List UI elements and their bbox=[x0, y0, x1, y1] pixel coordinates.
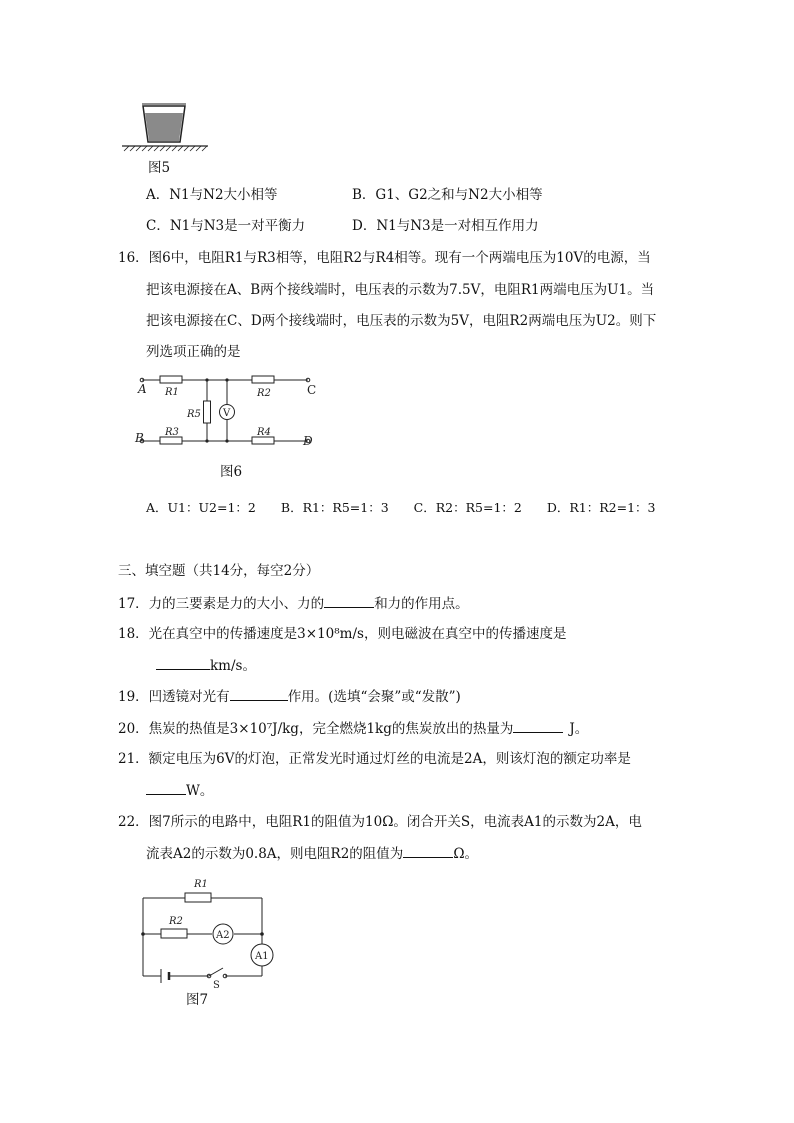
resistor-r3 bbox=[160, 437, 182, 444]
q15-option-d: D．N1与N3是一对相互作用力 bbox=[352, 218, 539, 234]
q20-answer-blank[interactable] bbox=[513, 718, 563, 733]
q19-text-before: 19．凹透镜对光有 bbox=[118, 689, 230, 705]
figure-7-caption: 图7 bbox=[186, 992, 209, 1008]
q18-line-2 bbox=[156, 655, 256, 676]
terminal-d-label: D bbox=[303, 434, 313, 448]
figure-6-caption: 图6 bbox=[220, 464, 243, 480]
q21-text-after: W。 bbox=[186, 783, 214, 799]
cup-icon bbox=[142, 104, 186, 142]
q22-text-after: Ω。 bbox=[453, 846, 479, 862]
r1-label: R1 bbox=[194, 879, 208, 890]
q22-answer-blank[interactable] bbox=[403, 843, 453, 858]
resistor-r1 bbox=[185, 893, 211, 902]
resistor-r2 bbox=[161, 929, 187, 938]
q22-line-1: 22．图7所示的电路中，电阻R1的阻值为10Ω。闭合开关S，电流表A1的示数为2A，电 bbox=[118, 814, 642, 830]
figure-5-drawing bbox=[118, 96, 218, 156]
figure-5-caption: 图5 bbox=[148, 160, 171, 176]
r5-label: R5 bbox=[187, 409, 201, 420]
ammeter-a2-label: A2 bbox=[216, 930, 230, 941]
resistor-r5 bbox=[204, 401, 211, 423]
q15-option-b: B．G1、G2之和与N2大小相等 bbox=[352, 187, 543, 203]
q20-text-before: 20．焦炭的热值是3×10⁷J/kg，完全燃烧1kg的焦炭放出的热量为 bbox=[118, 721, 514, 737]
q22-line-2 bbox=[146, 843, 478, 864]
q20 bbox=[118, 718, 588, 739]
q17-answer-blank[interactable] bbox=[324, 593, 374, 608]
voltmeter-label: V bbox=[223, 408, 231, 419]
resistor-r1 bbox=[160, 376, 182, 383]
q15-option-a: A．N1与N2大小相等 bbox=[146, 187, 278, 203]
q21-line-2 bbox=[146, 780, 213, 801]
q21-answer-blank[interactable] bbox=[146, 780, 186, 795]
q16-line-1: 16．图6中，电阻R1与R3相等，电阻R2与R4相等。现有一个两端电压为10V的电源，当 bbox=[118, 250, 651, 266]
battery-icon bbox=[161, 969, 169, 983]
q17-text-after: 和力的作用点。 bbox=[374, 596, 469, 612]
ammeter-a1-label: A1 bbox=[255, 951, 269, 962]
q16-options: A．U1：U2=1：2 B．R1：R5=1：3 C．R2：R5=1：2 D．R1：R2=1：3 bbox=[146, 500, 656, 515]
resistor-r2 bbox=[252, 376, 274, 383]
q18-answer-blank[interactable] bbox=[156, 655, 210, 670]
q18-line-1: 18．光在真空中的传播速度是3×10⁸m/s，则电磁波在真空中的传播速度是 bbox=[118, 626, 567, 642]
switch-label: S bbox=[213, 980, 220, 990]
terminal-c-label: C bbox=[307, 383, 317, 397]
terminal-a-label: A bbox=[138, 382, 147, 396]
q18-text-after: km/s。 bbox=[210, 658, 256, 674]
resistor-r4 bbox=[252, 437, 274, 444]
ground-surface bbox=[122, 146, 208, 151]
r2-label: R2 bbox=[257, 388, 271, 399]
q16-line-2: 把该电源接在A、B两个接线端时，电压表的示数为7.5V，电阻R1两端电压为U1。当 bbox=[146, 282, 655, 298]
r4-label: R4 bbox=[257, 427, 271, 438]
r3-label: R3 bbox=[165, 427, 179, 438]
q17 bbox=[118, 593, 469, 614]
figure-7-circuit bbox=[135, 872, 280, 990]
q16-line-3: 把该电源接在C、D两个接线端时，电压表的示数为5V，电阻R2两端电压为U2。则下 bbox=[146, 313, 657, 329]
figure-6-circuit bbox=[130, 368, 330, 458]
q21-line-1: 21．额定电压为6V的灯泡，正常发光时通过灯丝的电流是2A，则该灯泡的额定功率是 bbox=[118, 751, 631, 767]
section-3-title: 三、填空题（共14分，每空2分） bbox=[118, 563, 320, 579]
q19-text-after: 作用。(选填“会聚”或“发散”) bbox=[287, 689, 461, 705]
q16-line-4: 列选项正确的是 bbox=[146, 344, 241, 360]
q20-text-after: J。 bbox=[569, 721, 589, 737]
r1-label: R1 bbox=[165, 387, 179, 398]
terminal-b-label: B bbox=[135, 431, 144, 445]
q22-text-before: 流表A2的示数为0.8A，则电阻R2的阻值为 bbox=[146, 846, 404, 862]
switch-blade bbox=[209, 968, 223, 976]
r2-label: R2 bbox=[169, 916, 183, 927]
q19-answer-blank[interactable] bbox=[230, 686, 288, 701]
q17-text-before: 17．力的三要素是力的大小、力的 bbox=[118, 596, 325, 612]
q15-option-c: C．N1与N3是一对平衡力 bbox=[146, 218, 306, 234]
q19 bbox=[118, 686, 461, 707]
